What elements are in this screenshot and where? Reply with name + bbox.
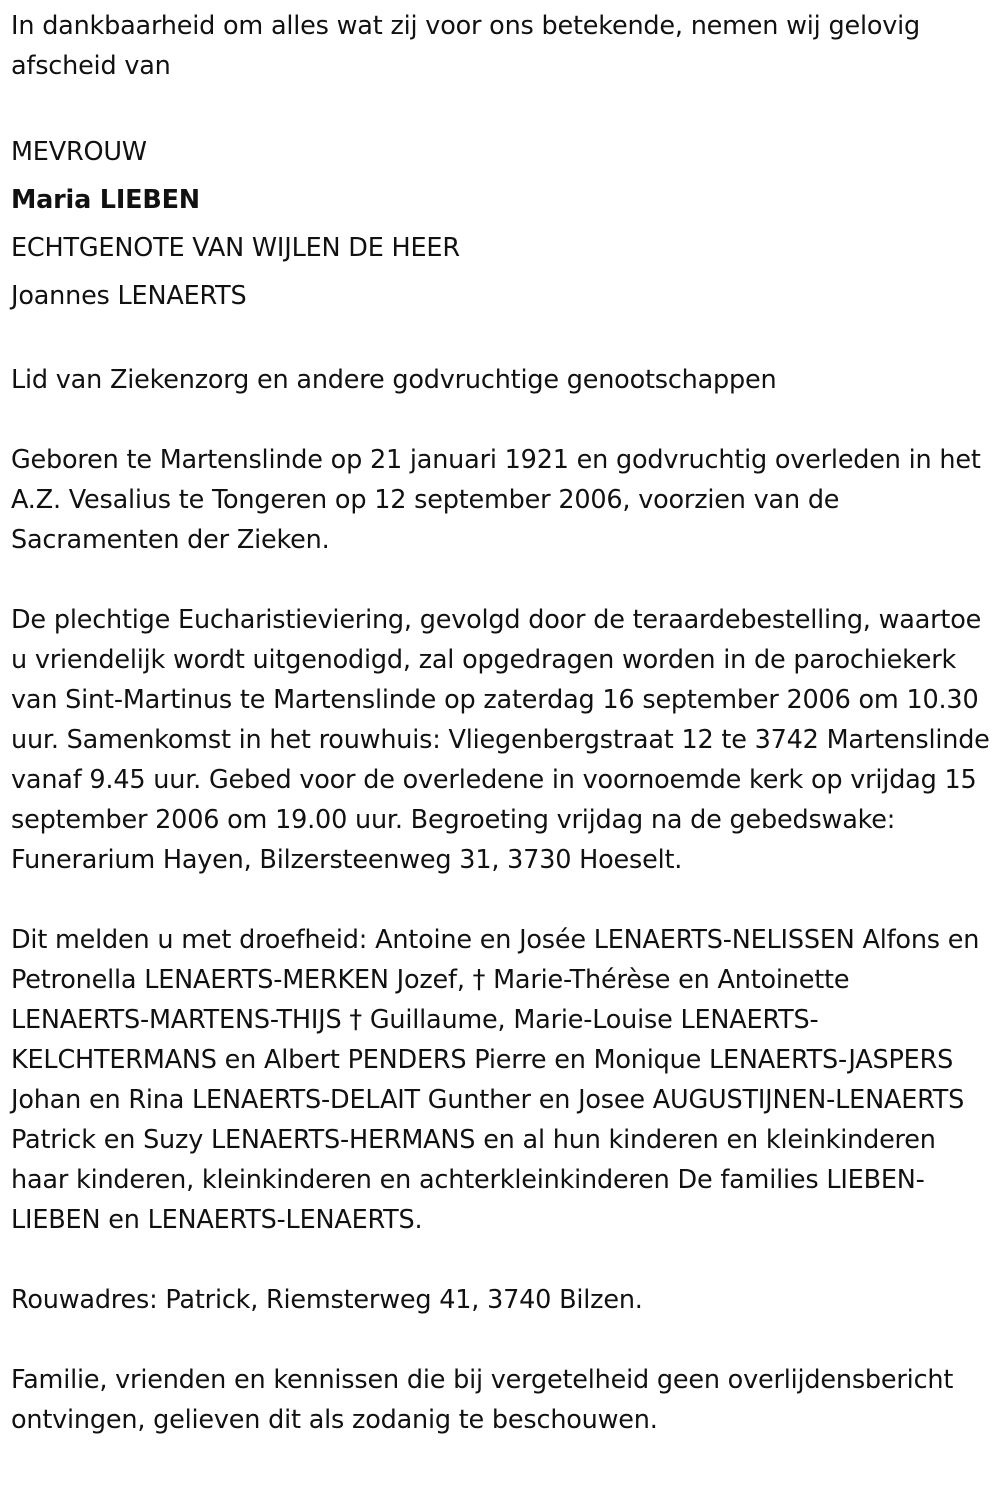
spouse-name: Joannes LENAERTS: [11, 281, 247, 311]
family-paragraph: Dit melden u met droefheid: Antoine en Josée LENAERTS-NELISSEN Alfons en Petronella LENAERTS-MERKEN Jozef, † Marie-Thérèse en Antoinette LENAERTS-MARTENS-THIJS † Guillaume, Marie-Louise LENAERTS-KELCHTERMANS en Albert PENDERS Pierre en Monique LENAERTS-JASPERS Johan en Rina LENAERTS-DELAIT Gunther en Josee AUGUSTIJNEN-LENAERTS Patrick en Suzy LENAERTS-HERMANS en al hun kinderen en kleinkinderen haar kinderen, kleinkinderen en achterkleinkinderen De families LIEBEN-LIEBEN en LENAERTS-LENAERTS.: [11, 925, 980, 1235]
spacer: [11, 1320, 993, 1360]
birth-death-paragraph: Geboren te Martenslinde op 21 januari 1921 en godvruchtig overleden in het A.Z. Vesalius te Tongeren op 12 september 2006, voorzien van de Sacramenten der Zieken.: [11, 445, 981, 555]
spacer: [11, 880, 993, 920]
membership-paragraph: Lid van Ziekenzorg en andere godvruchtige genootschappen: [11, 365, 777, 395]
spacer: [11, 1240, 993, 1280]
spacer: [11, 86, 993, 126]
deceased-block: [11, 128, 993, 320]
death-notice: [11, 0, 993, 1440]
relation-line: ECHTGENOTE VAN WIJLEN DE HEER: [11, 233, 460, 263]
deceased-name: Maria LIEBEN: [11, 185, 200, 215]
mourning-address: Rouwadres: Patrick, Riemsterweg 41, 3740 Bilzen.: [11, 1285, 643, 1315]
spacer: [11, 560, 993, 600]
honorific: MEVROUW: [11, 137, 147, 167]
closing-paragraph: Familie, vrienden en kennissen die bij vergetelheid geen overlijdensbericht ontvingen, gelieven dit als zodanig te beschouwen.: [11, 1365, 954, 1435]
spacer: [11, 400, 993, 440]
intro-paragraph: In dankbaarheid om alles wat zij voor ons betekende, nemen wij gelovig afscheid van: [11, 11, 920, 81]
ceremony-paragraph: De plechtige Eucharistieviering, gevolgd door de teraardebestelling, waartoe u vriendelijk wordt uitgenodigd, zal opgedragen worden in de parochiekerk van Sint-Martinus te Martenslinde op zaterdag 16 september 2006 om 10.30 uur. Samenkomst in het rouwhuis: Vliegenbergstraat 12 te 3742 Martenslinde vanaf 9.45 uur. Gebed voor de overledene in voornoemde kerk op vrijdag 15 september 2006 om 19.00 uur. Begroeting vrijdag na de gebedswake: Funerarium Hayen, Bilzersteenweg 31, 3730 Hoeselt.: [11, 605, 990, 875]
spacer: [11, 320, 993, 360]
